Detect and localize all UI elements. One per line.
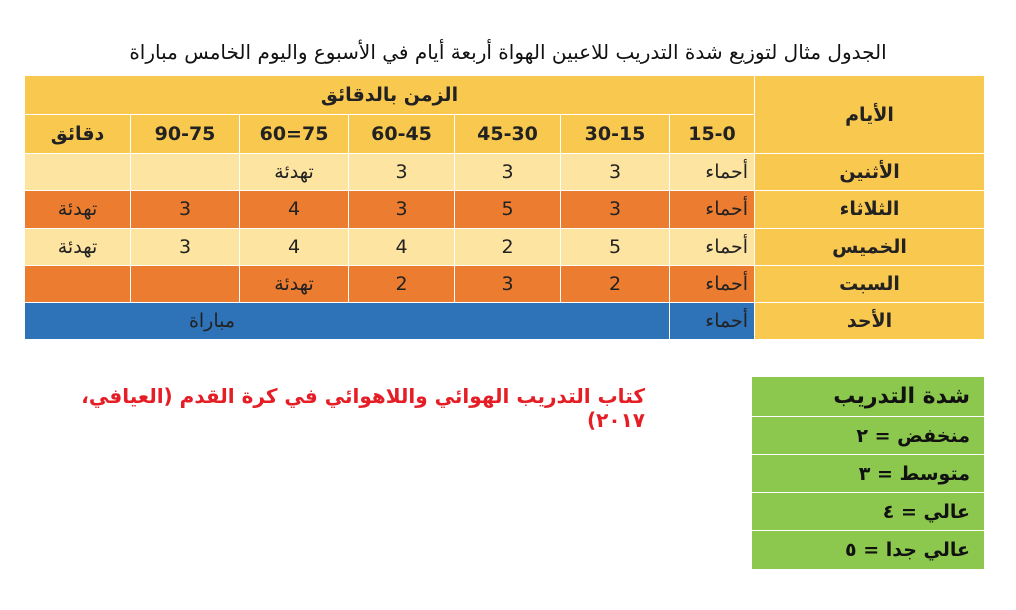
- table-cell: 4: [349, 228, 455, 265]
- time-header: الزمن بالدقائق: [25, 76, 755, 115]
- table-cell: تهدئة: [240, 265, 349, 302]
- table-cell: 4: [240, 228, 349, 265]
- days-header: الأيام: [755, 76, 985, 154]
- table-cell: [131, 265, 240, 302]
- table-cell: أحماء: [670, 265, 755, 302]
- interval-header: 15-0: [670, 115, 755, 154]
- table-cell: تهدئة: [240, 154, 349, 191]
- legend-item: عالي جدا = ٥: [844, 539, 970, 561]
- table-cell: 3: [349, 154, 455, 191]
- table-cell: 4: [240, 191, 349, 228]
- table-cell: 5: [455, 191, 561, 228]
- table-cell: 3: [455, 154, 561, 191]
- table-cell: [25, 154, 131, 191]
- day-cell: الخميس: [755, 228, 985, 265]
- table-cell: 3: [349, 191, 455, 228]
- day-cell: السبت: [755, 265, 985, 302]
- interval-header: 45-30: [455, 115, 561, 154]
- table-cell: أحماء: [670, 228, 755, 265]
- table-cell: أحماء: [670, 191, 755, 228]
- table-row: [25, 191, 985, 228]
- page-title: الجدول مثال لتوزيع شدة التدريب للاعبين الهواة أربعة أيام في الأسبوع واليوم الخامس مباراة: [129, 40, 887, 64]
- table-cell: 2: [455, 228, 561, 265]
- source-citation: كتاب التدريب الهوائي واللاهوائي في كرة القدم (العيافي، ٢٠١٧): [81, 384, 645, 432]
- table-cell: 3: [131, 228, 240, 265]
- match-cell: مباراة: [25, 302, 670, 339]
- legend-item: عالي = ٤: [752, 493, 984, 531]
- intensity-legend: [752, 377, 984, 569]
- table-row: [25, 265, 985, 302]
- table-row: [25, 228, 985, 265]
- training-schedule-table: [24, 75, 985, 340]
- interval-header: 90-75: [131, 115, 240, 154]
- day-cell: الأحد: [755, 302, 985, 339]
- day-cell: الثلاثاء: [755, 191, 985, 228]
- interval-header: 60-45: [349, 115, 455, 154]
- legend-item: منخفض = ٢: [752, 417, 984, 455]
- table-cell: 5: [561, 228, 670, 265]
- table-cell: 3: [455, 265, 561, 302]
- interval-header: دقائق: [25, 115, 131, 154]
- table-cell: 2: [561, 265, 670, 302]
- table-cell: 3: [561, 154, 670, 191]
- interval-header: 30-15: [561, 115, 670, 154]
- table-cell: 3: [561, 191, 670, 228]
- table-cell: تهدئة: [25, 228, 131, 265]
- table-row: [25, 154, 985, 191]
- legend-title: شدة التدريب: [752, 377, 984, 417]
- table-cell: [131, 154, 240, 191]
- table-cell: أحماء: [670, 302, 755, 339]
- interval-header: 75=60: [240, 115, 349, 154]
- table-cell: [25, 265, 131, 302]
- day-cell: الأثنين: [755, 154, 985, 191]
- table-cell: 3: [131, 191, 240, 228]
- table-cell: 2: [349, 265, 455, 302]
- legend-item: متوسط = ٣: [752, 455, 984, 493]
- table-cell: أحماء: [670, 154, 755, 191]
- table-cell: تهدئة: [25, 191, 131, 228]
- table-row: [25, 302, 985, 339]
